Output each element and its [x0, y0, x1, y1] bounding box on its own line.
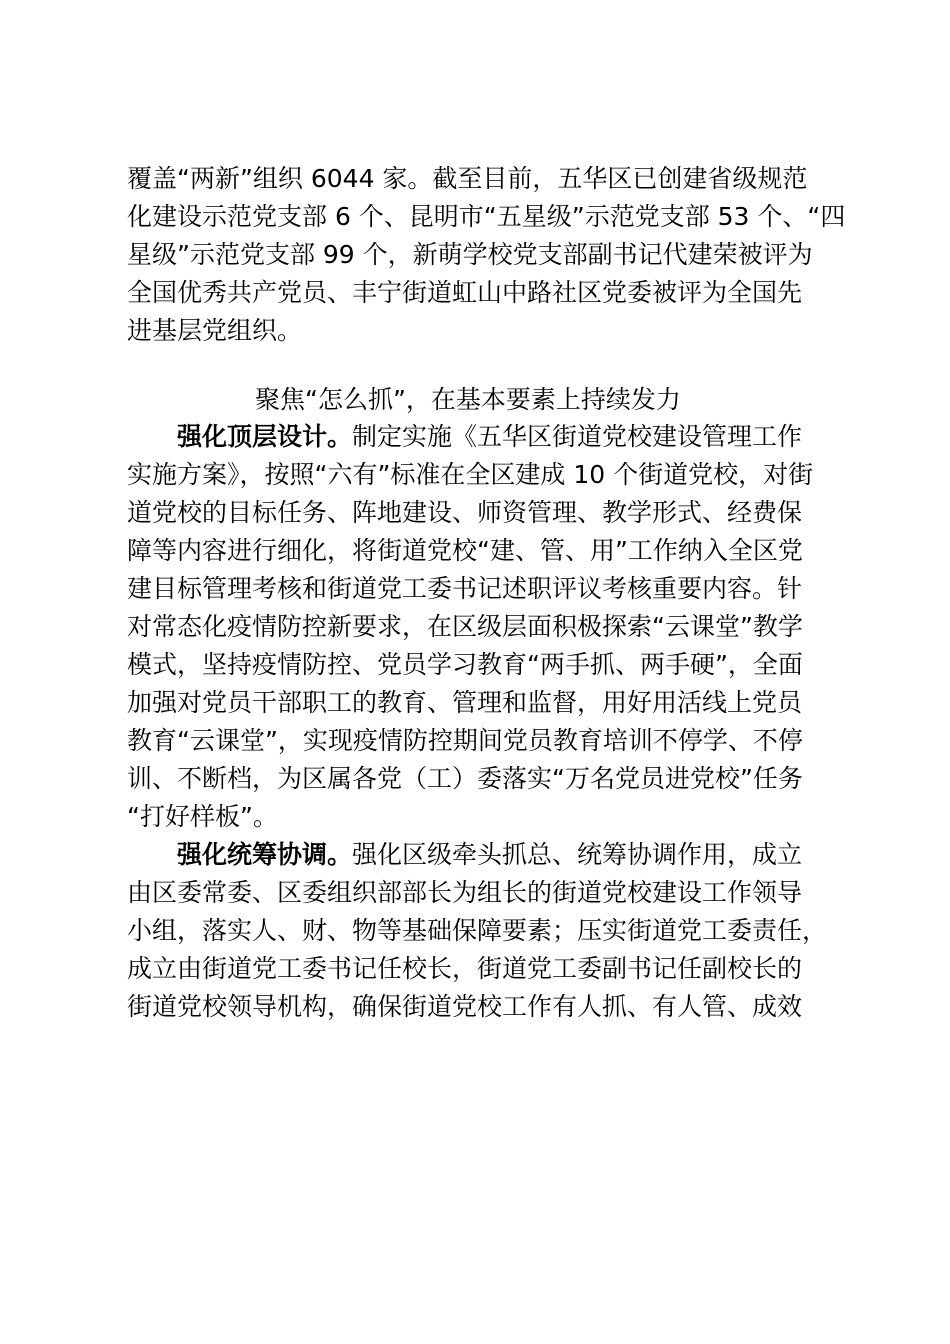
text-line: “打好样板”。: [127, 802, 278, 831]
paragraph-top-level-design: [127, 418, 827, 836]
paragraph-lead: 强化统筹协调。: [177, 840, 353, 869]
paragraph-coordination: [127, 836, 827, 1026]
text-line: 由区委常委、区委组织部部长为组长的街道党校建设工作领导: [127, 878, 803, 907]
paragraph-first-rest: 制定实施《五华区街道党校建设管理工作: [352, 422, 803, 451]
text-line: 化建设示范党支部 6 个、昆明市“五星级”示范党支部 53 个、“四: [127, 202, 846, 231]
intro-paragraph: [127, 160, 846, 350]
text-line: 障等内容进行细化，将街道党校“建、管、用”工作纳入全区党: [127, 536, 803, 565]
paragraph-first-rest: 强化区级牵头抓总、统筹协调作用，成立: [352, 840, 803, 869]
text-line: 模式，坚持疫情防控、党员学习教育“两手抓、两手硬”，全面: [127, 650, 803, 679]
text-line: 街道党校领导机构，确保街道党校工作有人抓、有人管、成效: [127, 992, 803, 1021]
text-line: 小组，落实人、财、物等基础保障要素；压实街道党工委责任，: [127, 916, 828, 945]
paragraph-first-line: [127, 418, 827, 456]
text-line: 训、不断档，为区属各党（工）委落实“万名党员进党校”任务: [127, 764, 803, 793]
text-line: 覆盖“两新”组织 6044 家。截至目前，五华区已创建省级规范: [127, 164, 808, 193]
text-line: 星级”示范党支部 99 个，新萌学校党支部副书记代建荣被评为: [127, 240, 813, 269]
text-line: 实施方案》，按照“六有”标准在全区建成 10 个街道党校，对街: [127, 460, 814, 489]
text-line: 加强对党员干部职工的教育、管理和监督，用好用活线上党员: [127, 688, 803, 717]
section-heading: 聚焦“怎么抓”，在基本要素上持续发力: [255, 385, 681, 414]
document-page: [127, 160, 846, 1026]
spacer: [127, 350, 827, 382]
text-line: 建目标管理考核和街道党工委书记述职评议考核重要内容。针: [127, 574, 803, 603]
text-line: 道党校的目标任务、阵地建设、师资管理、教学形式、经费保: [127, 498, 803, 527]
text-line: 进基层党组织。: [127, 316, 303, 345]
paragraph-first-line: [127, 836, 827, 874]
text-line: 对常态化疫情防控新要求，在区级层面积极探索“云课堂”教学: [127, 612, 803, 641]
text-line: 成立由街道党工委书记任校长，街道党工委副书记任副校长的: [127, 954, 803, 983]
text-line: 全国优秀共产党员、丰宁街道虹山中路社区党委被评为全国先: [127, 278, 803, 307]
paragraph-lead: 强化顶层设计。: [177, 422, 353, 451]
text-line: 教育“云课堂”，实现疫情防控期间党员教育培训不停学、不停: [127, 726, 803, 755]
